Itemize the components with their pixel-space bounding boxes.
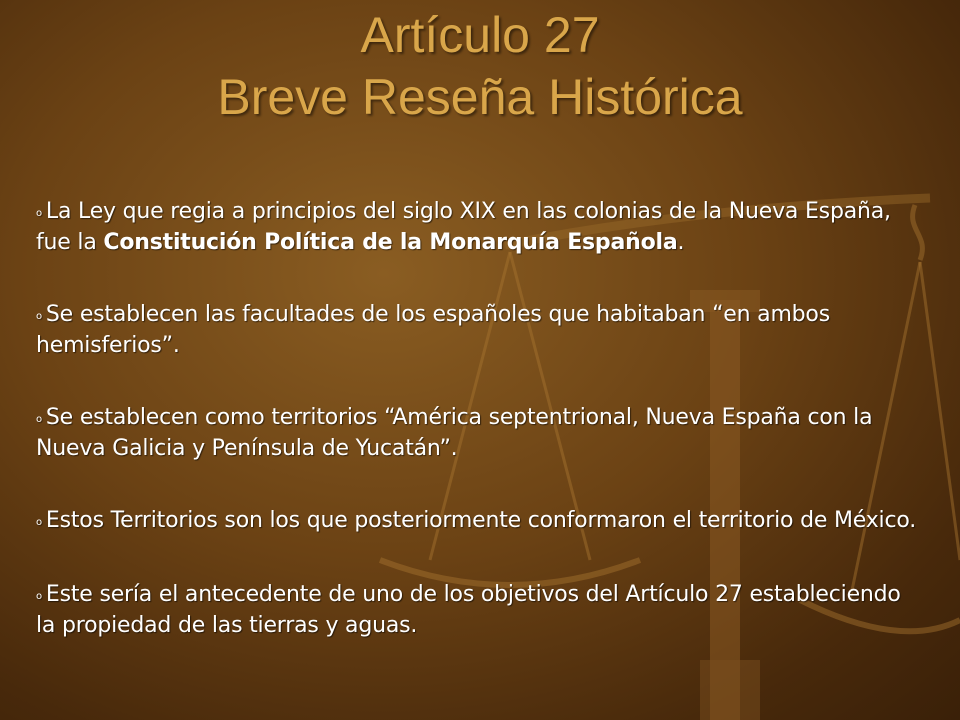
bullet-marker: o (36, 591, 42, 602)
bullet-marker: o (36, 517, 42, 528)
bullet-item (36, 300, 916, 360)
bullet-text: Se establecen las facultades de los españoles que habitaban “en ambos hemisferios”. (36, 302, 830, 358)
bullet-text-after: . (677, 230, 685, 255)
bullet-text: La Ley que regia a principios del siglo XIX en las colonias de la Nueva España, fue la (36, 199, 891, 255)
title-line-2: Breve Reseña Histórica (217, 69, 743, 125)
bullet-marker: o (36, 311, 42, 322)
title-line-1: Artículo 27 (360, 7, 600, 63)
bullet-item (36, 403, 916, 463)
bullet-marker: o (36, 414, 42, 425)
bullet-item (36, 506, 916, 537)
bullet-marker: o (36, 208, 42, 219)
bullet-list (36, 197, 916, 683)
bullet-item (36, 197, 916, 257)
slide-title (0, 4, 960, 128)
bullet-item (36, 580, 916, 640)
bullet-text: Estos Territorios son los que posteriormente conformaron el territorio de México. (45, 508, 917, 533)
bullet-bold-text: Constitución Política de la Monarquía Española (103, 230, 678, 255)
bullet-text: Este sería el antecedente de uno de los objetivos del Artículo 27 estableciendo la propiedad de las tierras y aguas. (36, 582, 901, 638)
bullet-text: Se establecen como territorios “América septentrional, Nueva España con la Nueva Galicia y Península de Yucatán”. (36, 405, 873, 461)
